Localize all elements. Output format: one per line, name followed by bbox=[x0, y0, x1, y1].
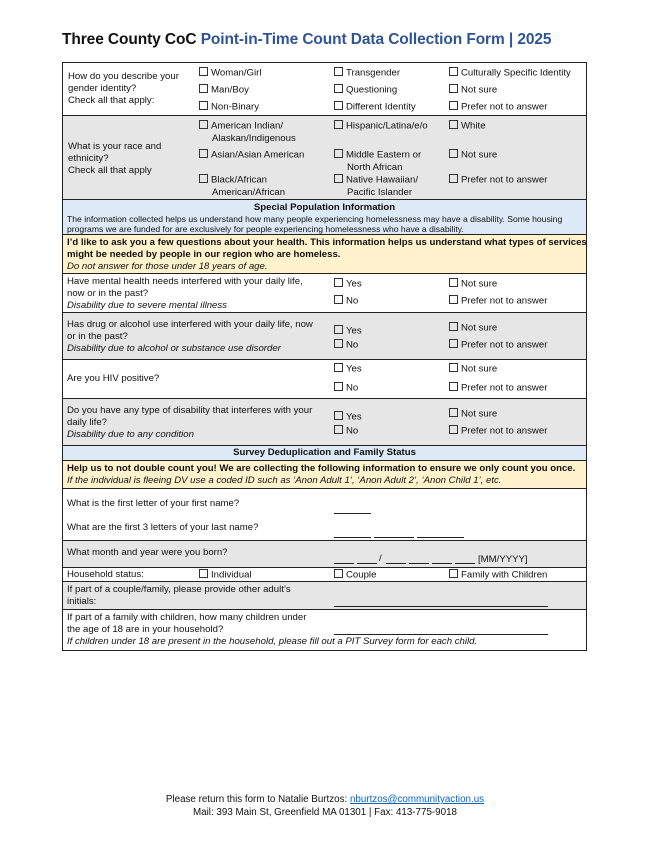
other-adult-row: If part of a couple/family, please provide other adult’s initials: bbox=[63, 582, 587, 610]
birth-row bbox=[63, 541, 587, 568]
hiv-yes[interactable]: Yes bbox=[334, 363, 362, 376]
checkbox-icon[interactable] bbox=[334, 101, 343, 110]
race-option-asian[interactable]: Asian/Asian American bbox=[199, 149, 304, 162]
gender-option-man[interactable]: Man/Boy bbox=[199, 84, 249, 97]
household-row bbox=[63, 568, 587, 582]
gender-option-different[interactable]: Different Identity bbox=[334, 101, 416, 114]
race-option-white[interactable]: White bbox=[449, 120, 486, 133]
birth-format-hint: [MM/YYYY] bbox=[478, 554, 528, 565]
gender-question: How do you describe your gender identity? Check all that apply: bbox=[68, 71, 179, 106]
gender-option-transgender[interactable]: Transgender bbox=[334, 67, 400, 80]
hiv-not-sure[interactable]: Not sure bbox=[449, 363, 497, 376]
special-population-text: The information collected helps us understand how many people experiencing homelessness may have a disability. Some housing programs we are funded for are exclusively for people experiencing homelessness who have a disability. bbox=[67, 214, 563, 234]
children-row: If part of a family with children, how many children under the age of 18 are in your household? If children under 18 are present in the household, please fill out a PIT Survey form for each child. bbox=[63, 610, 587, 651]
email-link[interactable]: nburtzos@communityaction.us bbox=[349, 794, 485, 805]
checkbox-icon[interactable] bbox=[334, 295, 343, 304]
dedup-notice-bold: Help us to not double count you! We are collecting the following information to ensure we only count you once. bbox=[67, 463, 576, 474]
last-letter-2-field[interactable] bbox=[374, 527, 414, 538]
race-question: What is your race and ethnicity? Check all that apply bbox=[68, 141, 162, 176]
gender-option-questioning[interactable]: Questioning bbox=[334, 84, 397, 97]
special-population-section bbox=[63, 200, 587, 235]
mental-health-no[interactable]: No bbox=[334, 295, 358, 308]
checkbox-icon[interactable] bbox=[449, 149, 458, 158]
mental-health-row: Have mental health needs interfered with your daily life, now or in the past? Disability due to severe mental illness Yes No Not sure Prefer not to answer bbox=[63, 274, 587, 313]
health-notice bbox=[63, 235, 587, 274]
checkbox-icon[interactable] bbox=[449, 84, 458, 93]
checkbox-icon[interactable] bbox=[449, 101, 458, 110]
race-row bbox=[63, 116, 587, 200]
substance-use-prefer-not[interactable]: Prefer not to answer bbox=[449, 339, 547, 352]
page-title bbox=[62, 31, 551, 49]
data-collection-form bbox=[62, 62, 587, 651]
checkbox-icon[interactable] bbox=[199, 84, 208, 93]
checkbox-icon[interactable] bbox=[449, 322, 458, 331]
dedup-section bbox=[63, 446, 587, 461]
health-notice-line2: might be needed by people in our region who are homeless. bbox=[67, 249, 341, 260]
checkbox-icon[interactable] bbox=[334, 120, 343, 129]
race-option-native-hawaiian[interactable]: Native Hawaiian/ Pacific Islander bbox=[334, 174, 418, 199]
checkbox-icon[interactable] bbox=[449, 569, 458, 578]
race-option-hispanic[interactable]: Hispanic/Latina/e/o bbox=[334, 120, 428, 133]
title-org: Three County CoC bbox=[62, 31, 197, 48]
hiv-prefer-not[interactable]: Prefer not to answer bbox=[449, 382, 547, 395]
birth-month-2-field[interactable] bbox=[357, 553, 377, 564]
name-letters-row bbox=[63, 489, 587, 541]
checkbox-icon[interactable] bbox=[334, 382, 343, 391]
checkbox-icon[interactable] bbox=[199, 174, 208, 183]
checkbox-icon[interactable] bbox=[449, 174, 458, 183]
checkbox-icon[interactable] bbox=[334, 278, 343, 287]
household-family[interactable]: Family with Children bbox=[449, 569, 547, 582]
birth-year-2-field[interactable] bbox=[409, 553, 429, 564]
checkbox-icon[interactable] bbox=[449, 363, 458, 372]
last-letter-1-field[interactable] bbox=[334, 527, 371, 538]
gender-row bbox=[63, 63, 587, 116]
mental-health-prefer-not[interactable]: Prefer not to answer bbox=[449, 295, 547, 308]
disability-row: Do you have any type of disability that interferes with your daily life? Disability due to any condition Yes No Not sure Prefer not to answer bbox=[63, 399, 587, 446]
dedup-heading: Survey Deduplication and Family Status bbox=[233, 447, 416, 458]
dedup-notice-italic: If the individual is fleeing DV use a coded ID such as ‘Anon Adult 1’, ‘Anon Adult 2’, ‘Anon Child 1’, etc. bbox=[67, 475, 502, 486]
hiv-row bbox=[63, 360, 587, 399]
other-adult-initials-field[interactable] bbox=[334, 596, 548, 607]
substance-use-no[interactable]: No bbox=[334, 339, 358, 352]
special-population-heading: Special Population Information bbox=[253, 202, 396, 213]
checkbox-icon[interactable] bbox=[449, 339, 458, 348]
first-letter-field[interactable] bbox=[334, 503, 371, 514]
checkbox-icon[interactable] bbox=[334, 325, 343, 334]
checkbox-icon[interactable] bbox=[449, 278, 458, 287]
mental-health-not-sure[interactable]: Not sure bbox=[449, 278, 497, 291]
checkbox-icon[interactable] bbox=[199, 120, 208, 129]
hiv-question: Are you HIV positive? bbox=[67, 373, 160, 384]
health-notice-line1: I’d like to ask you a few questions about your health. This information helps us understand what types of services bbox=[67, 237, 587, 248]
children-note: If children under 18 are present in the household, please fill out a PIT Survey form for each child. bbox=[67, 636, 478, 647]
footer bbox=[0, 793, 650, 819]
race-option-black[interactable]: Black/African American/African bbox=[199, 174, 285, 199]
children-count-field[interactable] bbox=[334, 624, 548, 635]
household-label: Household status: bbox=[67, 569, 144, 580]
birth-year-4-field[interactable] bbox=[455, 553, 475, 564]
household-individual[interactable]: Individual bbox=[199, 569, 252, 582]
checkbox-icon[interactable] bbox=[334, 67, 343, 76]
race-option-american-indian[interactable]: American Indian/ Alaskan/Indigenous bbox=[199, 120, 296, 145]
birth-separator: / bbox=[379, 553, 382, 564]
dedup-notice bbox=[63, 461, 587, 489]
mental-health-yes[interactable]: Yes bbox=[334, 278, 362, 291]
gender-option-woman[interactable]: Woman/Girl bbox=[199, 67, 261, 80]
first-letter-question: What is the first letter of your first name? bbox=[67, 498, 240, 509]
checkbox-icon[interactable] bbox=[199, 569, 208, 578]
checkbox-icon[interactable] bbox=[334, 363, 343, 372]
checkbox-icon[interactable] bbox=[199, 149, 208, 158]
checkbox-icon[interactable] bbox=[449, 67, 458, 76]
gender-option-culturally-specific[interactable]: Culturally Specific Identity bbox=[449, 67, 571, 80]
checkbox-icon[interactable] bbox=[199, 101, 208, 110]
footer-mail-line: Mail: 393 Main St, Greenfield MA 01301 | Fax: 413-775-9018 bbox=[193, 807, 457, 818]
checkbox-icon[interactable] bbox=[449, 120, 458, 129]
checkbox-icon[interactable] bbox=[449, 425, 458, 434]
title-form-name: Point-in-Time Count Data Collection Form | 2025 bbox=[200, 31, 552, 48]
last-letter-3-field[interactable] bbox=[417, 527, 464, 538]
checkbox-icon[interactable] bbox=[449, 408, 458, 417]
birth-month-1-field[interactable] bbox=[334, 553, 354, 564]
health-notice-note: Do not answer for those under 18 years of age. bbox=[67, 261, 268, 272]
birth-year-3-field[interactable] bbox=[432, 553, 452, 564]
checkbox-icon[interactable] bbox=[334, 569, 343, 578]
checkbox-icon[interactable] bbox=[334, 339, 343, 348]
disability-yes[interactable]: Yes bbox=[334, 411, 362, 424]
footer-return-line: Please return this form to Natalie Burtzos: nburtzos@communityaction.us bbox=[165, 794, 485, 805]
gender-option-nonbinary[interactable]: Non-Binary bbox=[199, 101, 259, 114]
checkbox-icon[interactable] bbox=[449, 295, 458, 304]
race-option-prefer-not[interactable]: Prefer not to answer bbox=[449, 174, 547, 187]
checkbox-icon[interactable] bbox=[334, 174, 343, 183]
birth-year-1-field[interactable] bbox=[386, 553, 406, 564]
race-option-not-sure[interactable]: Not sure bbox=[449, 149, 497, 162]
checkbox-icon[interactable] bbox=[334, 411, 343, 420]
gender-option-not-sure[interactable]: Not sure bbox=[449, 84, 497, 97]
checkbox-icon[interactable] bbox=[334, 149, 343, 158]
disability-not-sure[interactable]: Not sure bbox=[449, 408, 497, 421]
race-option-middle-eastern[interactable]: Middle Eastern or North African bbox=[334, 149, 421, 174]
checkbox-icon[interactable] bbox=[334, 425, 343, 434]
disability-no[interactable]: No bbox=[334, 425, 358, 438]
gender-option-prefer-not[interactable]: Prefer not to answer bbox=[449, 101, 547, 114]
checkbox-icon[interactable] bbox=[334, 84, 343, 93]
substance-use-yes[interactable]: Yes bbox=[334, 325, 362, 338]
checkbox-icon[interactable] bbox=[449, 382, 458, 391]
checkbox-icon[interactable] bbox=[199, 67, 208, 76]
birth-question: What month and year were you born? bbox=[67, 547, 228, 558]
disability-prefer-not[interactable]: Prefer not to answer bbox=[449, 425, 547, 438]
hiv-no[interactable]: No bbox=[334, 382, 358, 395]
substance-use-row: Has drug or alcohol use interfered with your daily life, now or in the past? Disability due to alcohol or substance use disorder Yes No Not sure Prefer not to answer bbox=[63, 313, 587, 360]
last-three-question: What are the first 3 letters of your last name? bbox=[67, 522, 259, 533]
substance-use-not-sure[interactable]: Not sure bbox=[449, 322, 497, 335]
household-couple[interactable]: Couple bbox=[334, 569, 376, 582]
